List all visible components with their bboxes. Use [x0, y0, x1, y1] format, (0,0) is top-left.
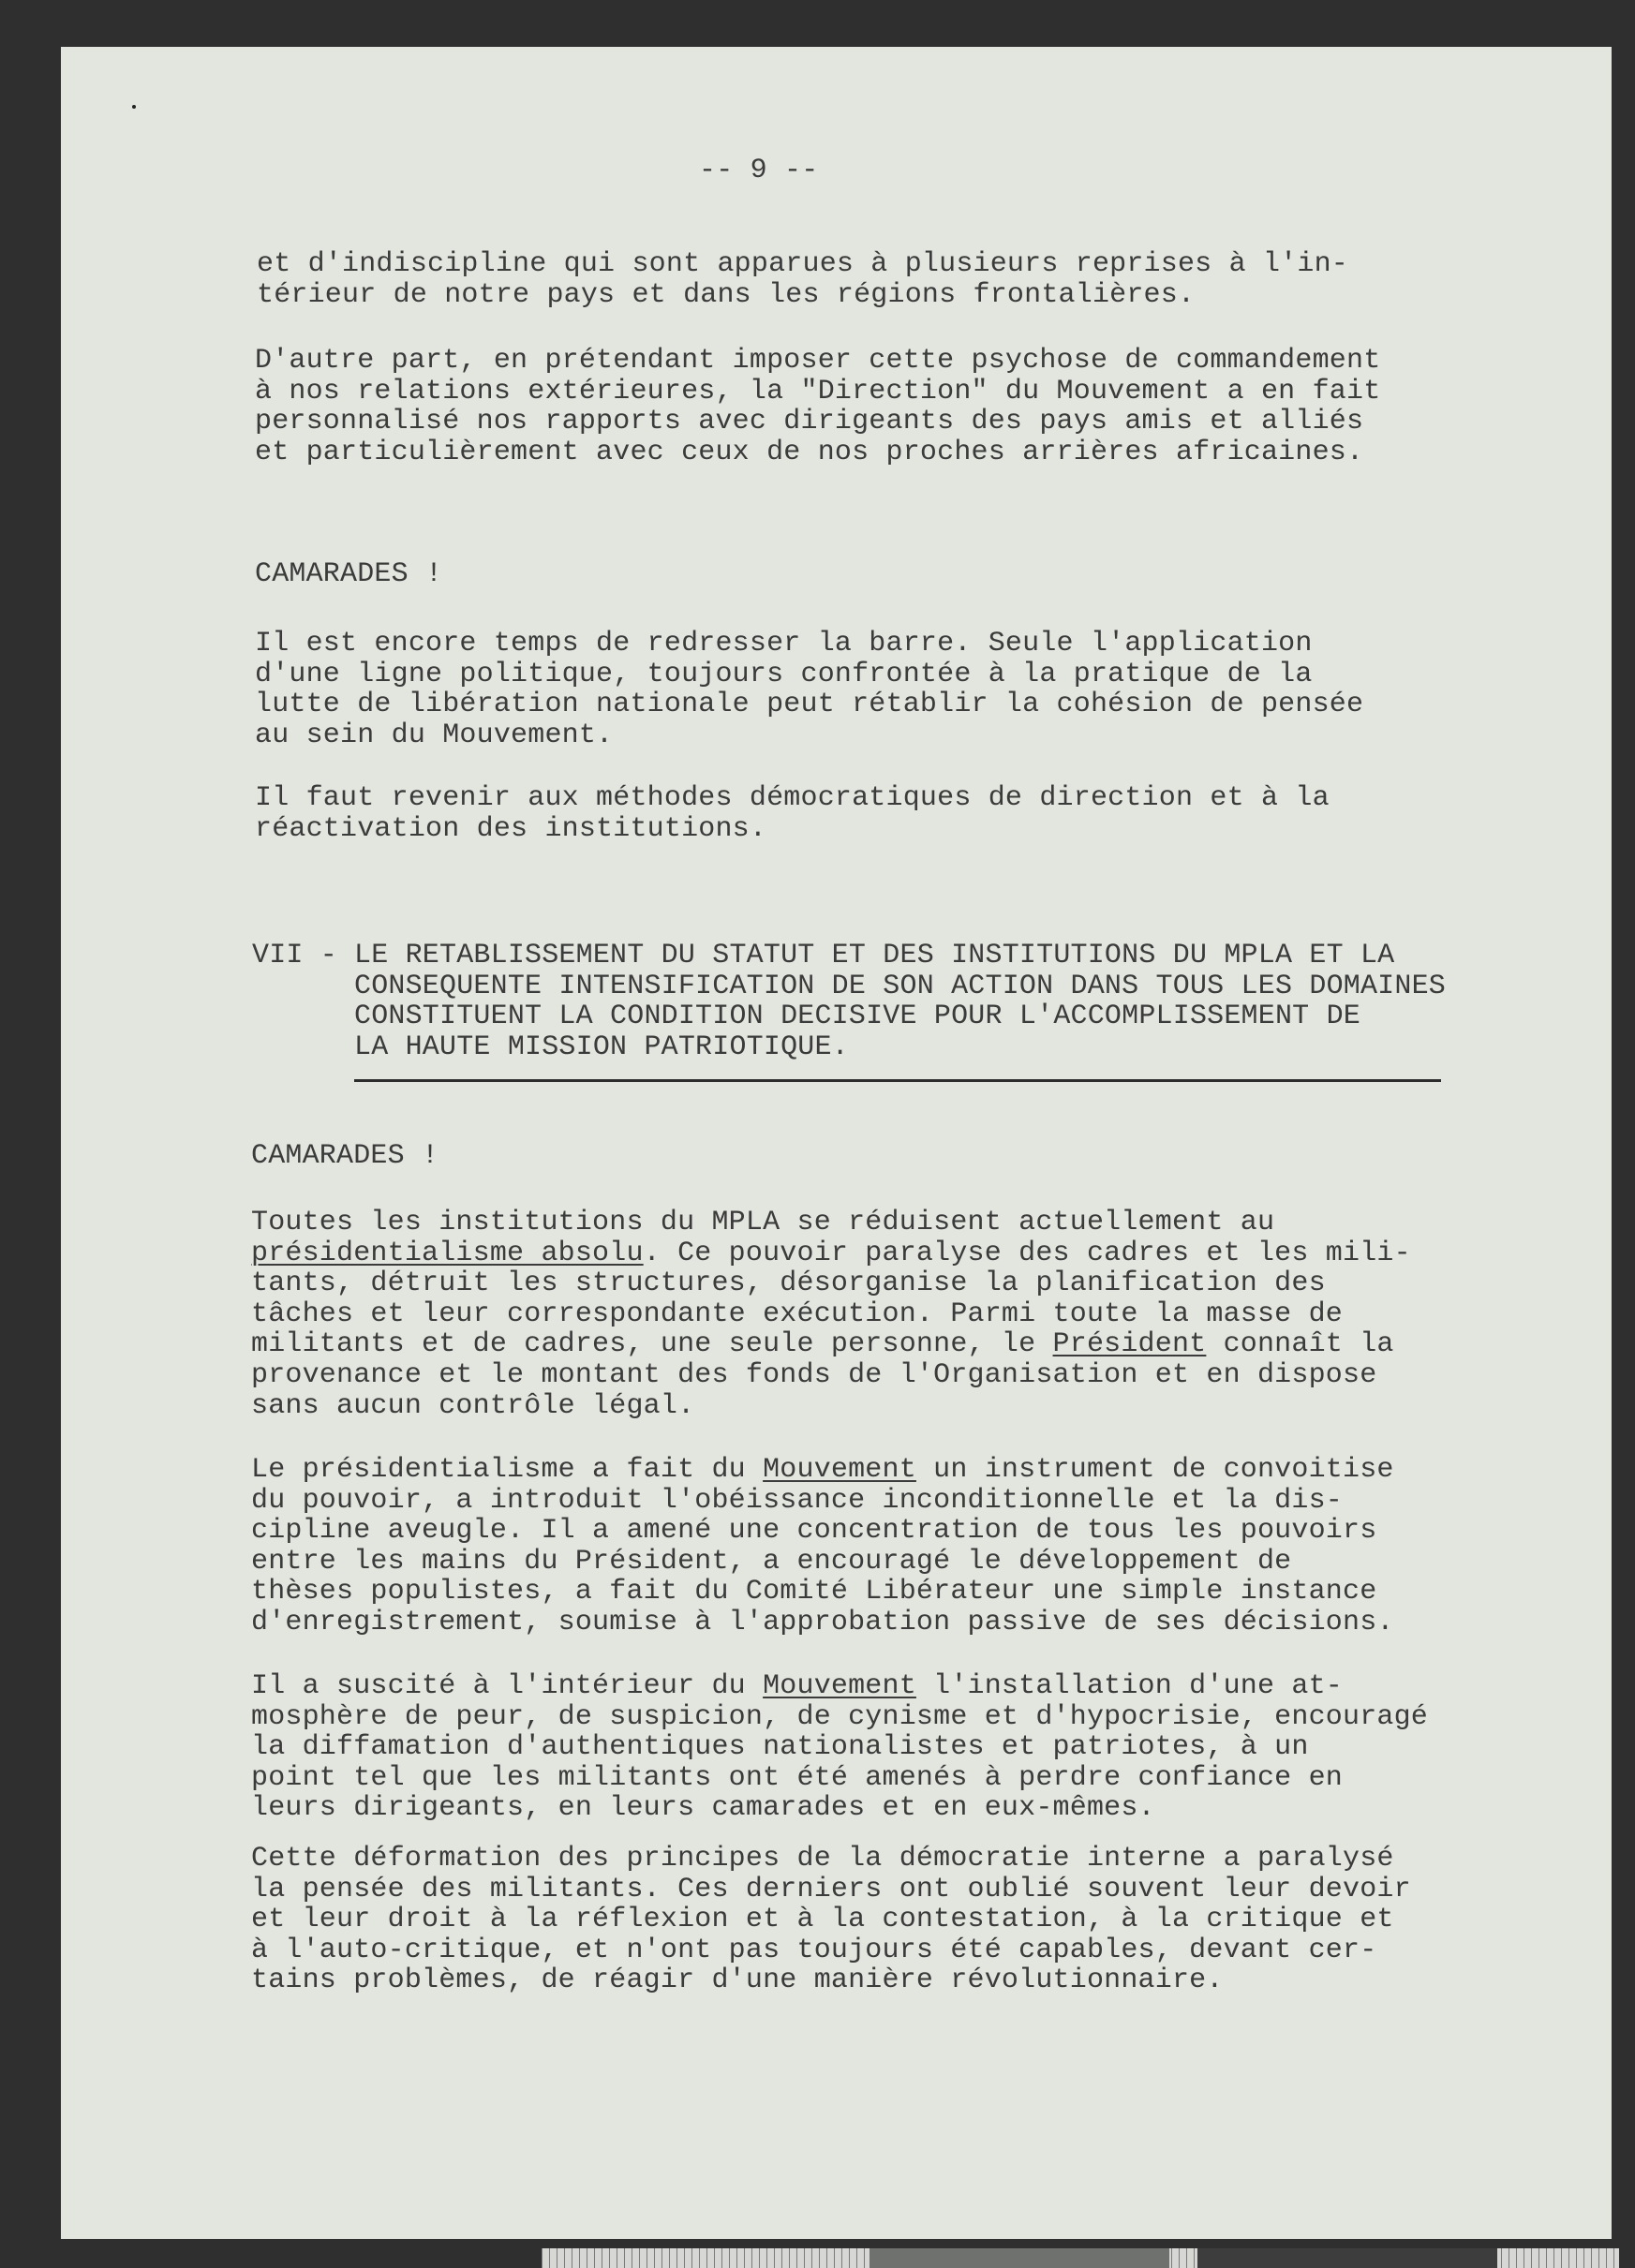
text-segment: Il faut revenir aux méthodes démocratiques de direction et à la — [255, 782, 1330, 814]
text-segment: connaît la — [1206, 1328, 1394, 1361]
text-line — [251, 1360, 1411, 1391]
text-segment: LE RETABLISSEMENT DU STATUT ET DES INSTITUTIONS DU MPLA ET LA — [354, 940, 1395, 971]
text-line — [251, 1732, 1428, 1763]
text-line — [251, 1238, 1411, 1269]
text-line — [251, 1935, 1411, 1966]
text-line — [251, 1608, 1394, 1638]
underlined-text: présidentialisme absolu — [251, 1237, 644, 1269]
text-segment: d'enregistrement, soumise à l'approbation passive de ses décisions. — [251, 1606, 1394, 1638]
paragraph — [255, 783, 1330, 844]
text-line — [251, 1547, 1394, 1578]
text-segment: leurs dirigeants, en leurs camarades et en eux-mêmes. — [251, 1792, 1155, 1825]
text-segment: entre les mains du Président, a encouragé le développement de — [251, 1545, 1292, 1578]
paragraph — [257, 249, 1348, 310]
text-line — [255, 559, 442, 590]
text-segment: cipline aveugle. Il a amené une concentration de tous les pouvoirs — [251, 1515, 1377, 1548]
paragraph — [251, 1844, 1411, 1996]
text-line — [251, 1965, 1411, 1996]
paragraph — [255, 629, 1363, 750]
text-segment: la pensée des militants. Ces derniers ont oublié souvent leur devoir — [251, 1873, 1411, 1905]
text-segment: tains problèmes, de réagir d'une manière révolutionnaire. — [251, 1964, 1224, 1997]
section-title-underline — [354, 1079, 1441, 1082]
text-segment: Cette déformation des principes de la démocratie interne a paralysé — [251, 1843, 1394, 1875]
text-segment: à l'auto-critique, et n'ont pas toujours été capables, devant cer- — [251, 1934, 1377, 1966]
text-line — [251, 1875, 1411, 1905]
text-line — [255, 346, 1380, 377]
text-segment: tants, détruit les structures, désorganise la planification des — [251, 1267, 1326, 1300]
text-segment: mosphère de peur, de suspicion, de cynisme et d'hypocrisie, encouragé — [251, 1700, 1429, 1733]
text-line — [354, 941, 1446, 971]
text-segment: et d'indiscipline qui sont apparues à plusieurs reprises à l'in- — [257, 248, 1348, 280]
text-line — [251, 1486, 1394, 1517]
paragraph — [251, 1671, 1428, 1824]
text-segment: point tel que les militants ont été amenés à perdre confiance en — [251, 1761, 1343, 1794]
text-line — [251, 1299, 1411, 1330]
text-line — [251, 1208, 1411, 1238]
text-line — [257, 280, 1348, 311]
text-segment: d'une ligne politique, toujours confrontée à la pratique de la — [255, 658, 1313, 690]
text-segment: térieur de notre pays et dans les régions frontalières. — [257, 278, 1196, 311]
section-number — [252, 941, 337, 971]
text-line — [354, 1032, 1446, 1063]
text-segment: sans aucun contrôle légal. — [251, 1389, 695, 1422]
text-line — [251, 1671, 1428, 1702]
text-line — [251, 1391, 1411, 1422]
text-segment: D'autre part, en prétendant imposer cette psychose de commandement — [255, 345, 1381, 377]
text-line — [251, 1141, 438, 1172]
heading-camarades — [255, 559, 442, 590]
text-line — [251, 1844, 1411, 1875]
text-line — [257, 249, 1348, 280]
text-segment: CAMARADES ! — [251, 1140, 439, 1172]
text-line — [354, 971, 1446, 1002]
underlined-text: Mouvement — [763, 1670, 916, 1702]
text-segment: personnalisé nos rapports avec dirigeants des pays amis et alliés — [255, 406, 1364, 438]
text-line — [255, 437, 1380, 468]
text-line — [252, 941, 337, 971]
text-line — [251, 1268, 1411, 1299]
text-segment: et leur droit à la réflexion et à la contestation, à la critique et — [251, 1904, 1394, 1936]
text-segment: Le présidentialisme a fait du — [251, 1454, 764, 1486]
text-segment: Il a suscité à l'intérieur du — [251, 1670, 764, 1702]
text-segment: provenance et le montant des fonds de l'Organisation et en dispose — [251, 1358, 1377, 1391]
page-number: -- 9 -- — [699, 155, 819, 186]
text-segment: Il est encore temps de redresser la barre. Seule l'application — [255, 628, 1313, 660]
text-segment: un instrument de convoitise — [915, 1454, 1394, 1486]
text-line — [255, 783, 1330, 814]
text-line — [255, 720, 1363, 751]
text-segment: Toutes les institutions du MPLA se réduisent actuellement au — [251, 1207, 1275, 1238]
text-line — [255, 660, 1363, 690]
heading-camarades — [251, 1141, 438, 1172]
text-segment: CONSEQUENTE INTENSIFICATION DE SON ACTION DANS TOUS LES DOMAINES — [354, 970, 1446, 1002]
text-line — [255, 689, 1363, 720]
text-segment: l'installation d'une at- — [915, 1670, 1343, 1702]
text-line — [255, 377, 1380, 408]
text-segment: . Ce pouvoir paralyse des cadres et les mili- — [643, 1237, 1411, 1269]
text-segment: du pouvoir, a introduit l'obéissance inconditionnelle et la dis- — [251, 1484, 1343, 1517]
text-segment: la diffamation d'authentiques nationalistes et patriotes, à un — [251, 1731, 1309, 1764]
text-segment: et particulièrement avec ceux de nos proches arrières africaines. — [255, 436, 1364, 468]
paragraph — [255, 346, 1380, 467]
text-line — [251, 1793, 1428, 1824]
underlined-text: Président — [1052, 1328, 1207, 1361]
text-segment: réactivation des institutions. — [255, 812, 767, 845]
text-line — [251, 1329, 1411, 1360]
text-segment: thèses populistes, a fait du Comité Libérateur une simple instance — [251, 1576, 1377, 1608]
text-segment: militants et de cadres, une seule personne, le — [251, 1328, 1053, 1361]
text-line — [251, 1702, 1428, 1733]
section-title — [354, 941, 1446, 1062]
text-line — [251, 1905, 1411, 1935]
text-segment: CAMARADES ! — [255, 558, 443, 590]
text-segment: tâches et leur correspondante exécution. Parmi toute la masse de — [251, 1297, 1343, 1330]
paragraph — [251, 1455, 1394, 1638]
text-line — [354, 1001, 1446, 1032]
scan-ruler — [542, 2248, 1619, 2268]
text-segment: à nos relations extérieures, la "Direction" du Mouvement a en fait — [255, 375, 1381, 408]
text-segment: VII - — [252, 940, 338, 971]
text-line — [251, 1455, 1394, 1486]
text-segment: LA HAUTE MISSION PATRIOTIQUE. — [354, 1030, 849, 1063]
text-line — [255, 629, 1363, 660]
text-line — [251, 1516, 1394, 1547]
text-line — [251, 1577, 1394, 1608]
scan-speck — [132, 105, 136, 109]
text-line — [255, 407, 1380, 437]
text-segment: lutte de libération nationale peut rétablir la cohésion de pensée — [255, 689, 1364, 721]
text-line — [255, 814, 1330, 845]
text-segment: au sein du Mouvement. — [255, 719, 614, 751]
underlined-text: Mouvement — [763, 1454, 916, 1486]
text-segment: CONSTITUENT LA CONDITION DECISIVE POUR L'ACCOMPLISSEMENT DE — [354, 1001, 1360, 1033]
text-line — [251, 1763, 1428, 1794]
paragraph — [251, 1208, 1411, 1421]
